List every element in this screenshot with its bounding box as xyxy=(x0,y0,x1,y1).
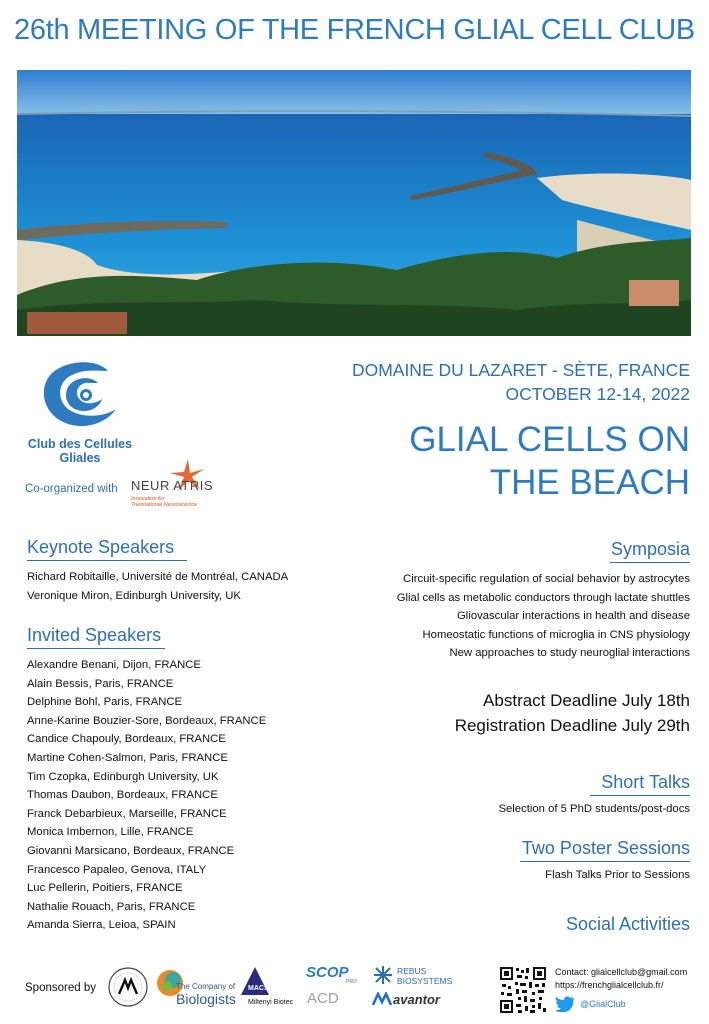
theme-line1: GLIAL CELLS ON xyxy=(409,420,690,459)
partner-tagline-line2: Translational Neuroscience xyxy=(131,502,198,508)
venue-block xyxy=(352,358,690,406)
scop-logo: SCOP xyxy=(306,964,349,981)
invited-speaker: Alexandre Benani, Dijon, FRANCE xyxy=(27,659,201,671)
poster-sessions-heading: Two Poster Sessions xyxy=(520,838,690,862)
theme-line2: THE BEACH xyxy=(489,463,690,502)
symposia-list xyxy=(397,570,690,663)
short-talks-text: Selection of 5 PhD students/post-docs xyxy=(498,803,690,815)
meeting-theme xyxy=(409,418,690,504)
symposium-item: New approaches to study neuroglial interactions xyxy=(449,647,690,660)
venue-location: DOMAINE DU LAZARET - SÈTE, FRANCE xyxy=(351,360,690,380)
rebus-line1: REBUS xyxy=(397,966,427,976)
invited-speaker: Francesco Papaleo, Genova, ITALY xyxy=(27,863,207,876)
qr-code-icon[interactable] xyxy=(499,966,547,1014)
invited-speaker: Candice Chapouly, Bordeaux, FRANCE xyxy=(27,733,226,746)
partner-logo-text: NEUR ATRIS xyxy=(131,478,214,493)
club-name-line2: Gliales xyxy=(59,451,101,465)
invited-speaker: Martine Cohen-Salmon, Paris, FRANCE xyxy=(27,751,228,764)
invited-speaker: Monica Imbernon, Lille, FRANCE xyxy=(27,826,194,839)
invited-speaker: Giovanni Marsicano, Bordeaux, FRANCE xyxy=(27,844,235,857)
invited-speaker: Amanda Sierra, Leioa, SPAIN xyxy=(27,919,176,932)
invited-speaker: Delphine Bohl, Paris, FRANCE xyxy=(27,696,183,709)
keynote-heading: Keynote Speakers xyxy=(27,537,187,561)
keynote-list xyxy=(27,568,288,605)
club-name xyxy=(18,437,142,465)
avantor-icon xyxy=(372,992,392,1006)
registration-deadline: Registration Deadline July 29th xyxy=(454,716,690,735)
venue-dates: OCTOBER 12-14, 2022 xyxy=(505,384,690,404)
social-activities-heading: Social Activities xyxy=(565,914,690,934)
keynote-speaker: Veronique Miron, Edinburgh University, UK xyxy=(27,589,241,602)
poster-sessions-text: Flash Talks Prior to Sessions xyxy=(545,869,690,881)
twitter-icon xyxy=(555,996,575,1012)
contact-email[interactable]: Contact: glialcellclub@gmail.com xyxy=(555,967,688,977)
club-logo-icon xyxy=(38,357,122,429)
symposium-item: Glial cells as metabolic conductors through lactate shuttles xyxy=(396,591,690,604)
sponsored-by-label: Sponsored by xyxy=(25,982,96,994)
macs-text: MACS xyxy=(248,985,269,992)
invited-speaker: Luc Pellerin, Poitiers, FRANCE xyxy=(27,882,183,895)
symposium-item: Homeostatic functions of microglia in CNS physiology xyxy=(422,628,690,641)
company-of-biologists-line1: The Company of xyxy=(176,982,236,991)
acd-logo: ACD xyxy=(307,990,339,1007)
abstract-deadline: Abstract Deadline July 18th xyxy=(483,691,690,710)
scop-pro: PRO xyxy=(346,979,357,985)
partner-tagline-line1: Innovation for xyxy=(131,496,165,502)
miltenyi-text: Miltenyi Biotec xyxy=(248,999,294,1006)
invited-speaker: Tim Czopka, Edinburgh University, UK xyxy=(27,770,219,783)
invited-speaker: Alain Bessis, Paris, FRANCE xyxy=(27,677,174,690)
university-seal-logo xyxy=(107,966,149,1008)
contact-block xyxy=(555,966,687,992)
invited-list xyxy=(27,656,266,935)
rebus-logo xyxy=(397,966,452,986)
partner-tagline xyxy=(131,496,197,508)
poster-title: 26th MEETING OF THE FRENCH GLIAL CELL CLUB xyxy=(14,14,695,46)
invited-speaker: Franck Debarbieux, Marseille, FRANCE xyxy=(27,807,227,820)
coorganized-label: Co-organized with xyxy=(25,483,118,495)
symposium-item: Circuit-specific regulation of social behavior by astrocytes xyxy=(403,573,690,585)
symposia-heading: Symposia xyxy=(610,539,690,563)
keynote-speaker: Richard Robitaille, Université de Montréal, CANADA xyxy=(27,571,289,583)
short-talks-heading: Short Talks xyxy=(590,772,690,796)
invited-speaker: Anne-Karine Bouzier-Sore, Bordeaux, FRANCE xyxy=(27,714,267,727)
rebus-line2: BIOSYSTEMS xyxy=(397,976,453,986)
invited-speaker: Nathalie Rouach, Paris, FRANCE xyxy=(27,900,196,913)
company-of-biologists-line2: Biologists xyxy=(176,991,236,1007)
twitter-handle[interactable]: @GlialClub xyxy=(580,999,626,1009)
invited-heading: Invited Speakers xyxy=(27,625,165,649)
rebus-snowflake-icon xyxy=(374,966,392,984)
symposium-item: Gliovascular interactions in health and disease xyxy=(457,610,690,623)
club-name-line1: Club des Cellules xyxy=(27,437,133,451)
invited-speaker: Thomas Daubon, Bordeaux, FRANCE xyxy=(27,789,218,802)
avantor-logo: avantor xyxy=(393,992,440,1007)
beach-photo xyxy=(17,70,691,336)
deadlines xyxy=(455,688,690,738)
website-link[interactable]: https://frenchglialcellclub.fr/ xyxy=(555,980,664,990)
